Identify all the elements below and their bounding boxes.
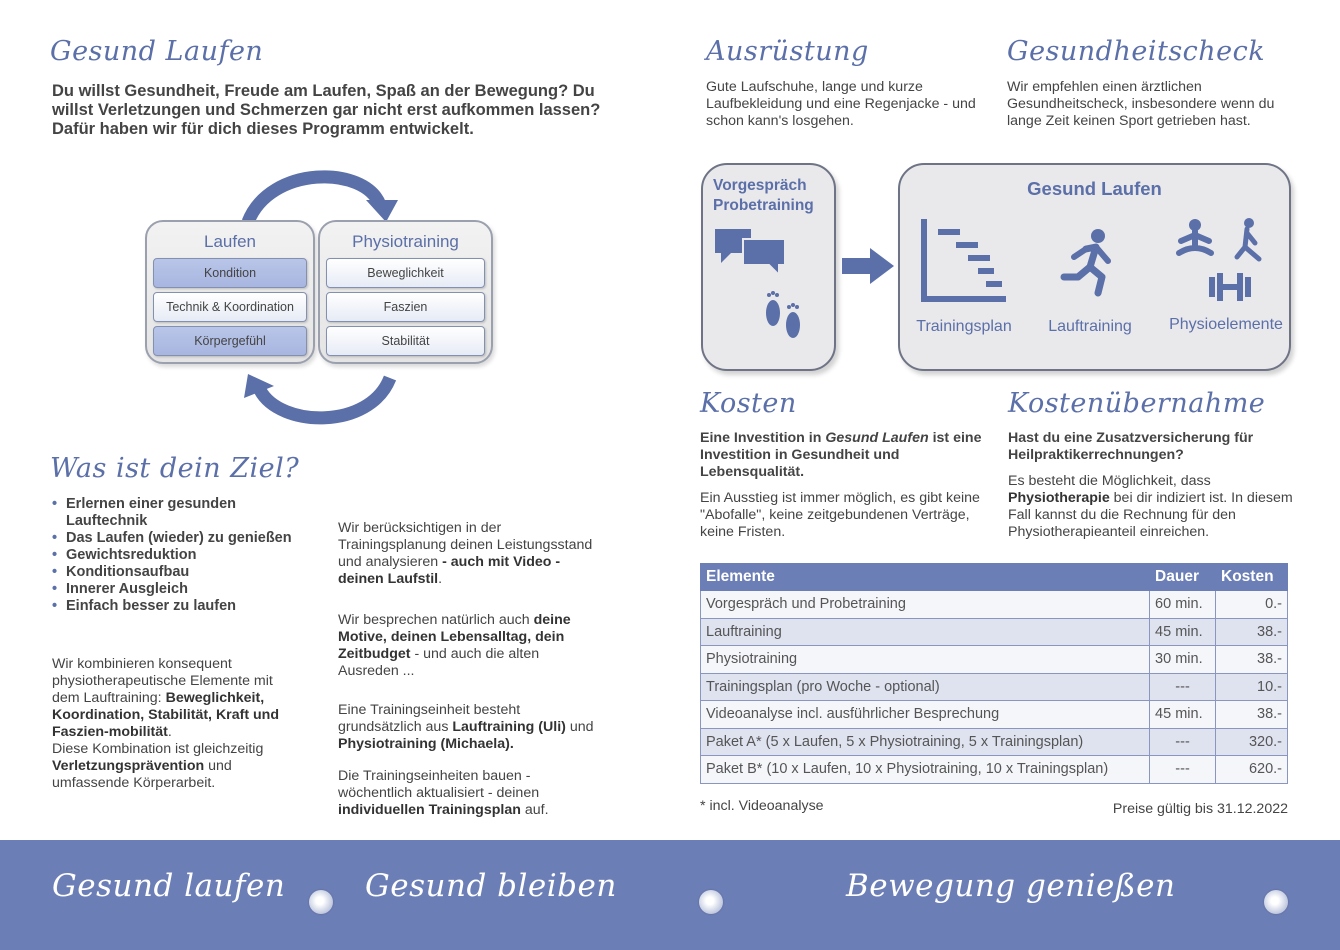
top-arrow-icon [248, 177, 380, 222]
laufen-title: Laufen [204, 232, 256, 251]
goal-item: • Konditionsaufbau [52, 564, 302, 581]
pretraining-box [701, 163, 836, 371]
equipment-text: Gute Laufschuhe, lange und kurze Laufbekleidung und eine Regenjacke - und schon kann's losgehen. [706, 79, 976, 129]
cost-headline: Eine Investition in Gesund Laufen ist eine Investition in Gesundheit und Lebensqualität. [700, 430, 982, 480]
pretraining-label: Vorgespräch Probetraining [713, 177, 814, 214]
physio-item: Stabilität [326, 326, 485, 356]
intro-text: Du willst Gesundheit, Freude am Laufen, Spaß an der Bewegung? Du willst Verletzungen und Schmerzen gar nicht erst aufkommen lassen? Dafür haben wir für dich dieses Programm entwickelt. [52, 82, 601, 138]
cost-title: Kosten [700, 388, 797, 419]
check-text: Wir empfehlen einen ärztlichen Gesundheitscheck, insbesondere wenn du lange Zeit keinen Sport getrieben hast. [1007, 79, 1275, 129]
table-row: Physiotraining 30 min. 38.- [701, 646, 1288, 674]
swirl-icon [699, 890, 723, 914]
physio-elements-icon [1175, 217, 1275, 302]
combine-text: Wir kombinieren konsequent physiotherapeutische Elemente mit dem Lauftraining: Beweglichkeit, Koordination, Stabilität, Kraft und Faszien-mobilität. Diese Kombination ist gleichzeitig Verletzungsprävention und umfassende Körperarbeit. [52, 656, 279, 791]
laufen-item: Technik & Koordination [153, 292, 307, 322]
flow-arrow-icon [842, 246, 897, 286]
table-row: Vorgespräch und Probetraining 60 min. 0.- [701, 591, 1288, 619]
goal-item: • Erlernen einer gesunden Lauftechnik [52, 496, 302, 530]
analysis-text: Wir berücksichtigen in der Trainingsplanung deinen Leistungsstand und analysieren - auch mit Video - deinen Laufstil. [338, 520, 593, 587]
laufen-item: Kondition [153, 258, 307, 288]
cost-text: Ein Ausstieg ist immer möglich, es gibt keine "Abofalle", keine zeitgebundenen Verträge, keine Fristen. [700, 490, 980, 540]
header-kosten: Kosten [1216, 564, 1288, 591]
bottom-arrow-icon [260, 378, 390, 418]
footer-slogan-1: Gesund laufen [52, 868, 286, 904]
goal-list [52, 496, 302, 615]
table-row: Trainingsplan (pro Woche - optional) --- 10.- [701, 673, 1288, 701]
coverage-question: Hast du eine Zusatzversicherung für Heilpraktikerrechnungen? [1008, 430, 1254, 463]
cycle-diagram [140, 160, 500, 430]
swirl-icon [309, 890, 333, 914]
footer-band [0, 840, 1340, 950]
goal-item: • Einfach besser zu laufen [52, 598, 302, 615]
equipment-title: Ausrüstung [706, 36, 869, 67]
laufen-box [145, 220, 315, 364]
table-row: Videoanalyse incl. ausführlicher Besprechung 45 min. 38.- [701, 701, 1288, 729]
header-dauer: Dauer [1150, 564, 1216, 591]
goal-title: Was ist dein Ziel? [50, 453, 300, 484]
program-title: Gesund Laufen [1027, 178, 1162, 199]
program-box [898, 163, 1291, 371]
physio-box [318, 220, 493, 364]
table-row: Paket B* (10 x Laufen, 10 x Physiotraining, 10 x Trainingsplan) --- 620.- [701, 756, 1288, 784]
check-title: Gesundheitscheck [1007, 36, 1266, 67]
flow-label-trainingsplan: Trainingsplan [916, 318, 1012, 335]
coverage-title: Kostenübernahme [1008, 388, 1266, 419]
motives-text: Wir besprechen natürlich auch deine Motive, deinen Lebensalltag, dein Zeitbudget - und auch die alten Ausreden ... [338, 612, 571, 679]
swirl-icon [1264, 890, 1288, 914]
staircase-chart-icon [920, 215, 1010, 303]
goal-item: • Das Laufen (wieder) zu genießen [52, 530, 302, 547]
runner-icon [1050, 227, 1120, 297]
physio-item: Beweglichkeit [326, 258, 485, 288]
coverage-text: Es besteht die Möglichkeit, dass Physiotherapie bei dir indiziert ist. In diesem Fall kannst du die Rechnung für den Physiotherapieanteil einreichen. [1008, 473, 1293, 540]
table-row: Lauftraining 45 min. 38.- [701, 618, 1288, 646]
physio-title: Physiotraining [352, 232, 459, 251]
speech-bubbles-icon [713, 227, 788, 277]
plan-text: Die Trainingseinheiten bauen - wöchentlich aktualisiert - deinen individuellen Trainingsplan auf. [338, 768, 549, 818]
unit-text: Eine Trainingseinheit besteht grundsätzlich aus Lauftraining (Uli) und Physiotraining (Michaela). [338, 702, 594, 752]
price-table [700, 563, 1288, 784]
physio-item: Faszien [326, 292, 485, 322]
table-row: Paket A* (5 x Laufen, 5 x Physiotraining, 5 x Trainingsplan) --- 320.- [701, 728, 1288, 756]
goal-item: • Gewichtsreduktion [52, 547, 302, 564]
header-elemente: Elemente [701, 564, 1150, 591]
goal-item: • Innerer Ausgleich [52, 581, 302, 598]
flow-label-physioelemente: Physioelemente [1169, 316, 1283, 333]
price-validity: Preise gültig bis 31.12.2022 [1112, 801, 1288, 817]
flow-label-lauftraining: Lauftraining [1048, 318, 1132, 335]
footer-slogan-2: Gesund bleiben [365, 868, 617, 904]
footer-slogan-3: Bewegung genießen [846, 868, 1176, 904]
footprints-icon [761, 283, 811, 348]
table-header [701, 564, 1288, 591]
footnote: * incl. Videoanalyse [700, 798, 824, 814]
page-title: Gesund Laufen [50, 36, 264, 67]
laufen-item: Körpergefühl [153, 326, 307, 356]
